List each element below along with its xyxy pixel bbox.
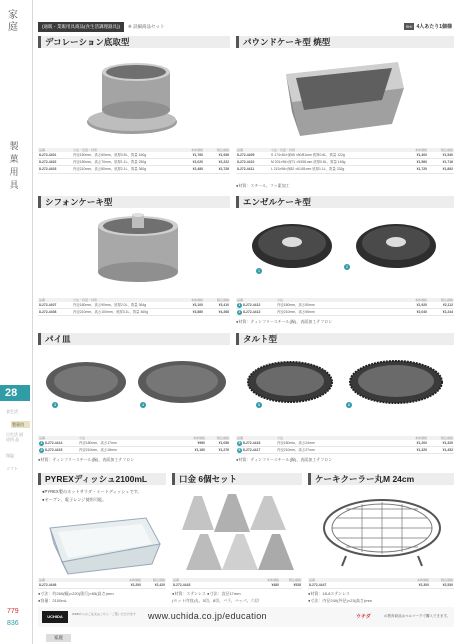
product-spec: 内径180mm、高さ17mm xyxy=(78,440,182,447)
product-spec: 内径210mm、高さ18mm xyxy=(78,447,182,454)
pyrex-note-1: ●寸法：約260(幅)×220(奥行)×65(高さ)mm xyxy=(38,591,114,596)
product-code[interactable]: 8-272-4413 xyxy=(243,310,261,315)
product-price: ¥3,100 xyxy=(178,302,204,309)
tart-table xyxy=(236,436,454,454)
table-row xyxy=(236,159,454,166)
product-spec: 内径210mm、高さ80mm、底厚2.1L、質量 360g xyxy=(72,166,178,173)
table-row xyxy=(38,309,230,316)
cake-cooler-image xyxy=(318,494,446,568)
product-tax-price: ¥1,892 xyxy=(428,166,454,173)
product-code[interactable]: 8-272-4414 xyxy=(45,441,63,445)
pound-pan-image xyxy=(272,52,412,142)
th-price: 本体価格 xyxy=(402,298,428,302)
side-item-1[interactable]: 製菓用 xyxy=(11,421,30,428)
product-code[interactable]: 8-272-4446 xyxy=(38,582,118,589)
product-code-cell xyxy=(236,440,276,447)
th-price: 本体価格 xyxy=(258,578,280,582)
tart-title: タルト型 xyxy=(236,333,454,345)
th-spec: 寸法・容量・材質 xyxy=(72,298,178,302)
chiffon-table xyxy=(38,298,230,316)
chiffon-pan-image xyxy=(90,212,186,288)
table-row xyxy=(38,152,230,159)
product-code-cell xyxy=(38,447,78,454)
th-spec: 寸法 xyxy=(276,298,402,302)
th-code: 品番 xyxy=(236,298,276,302)
decoration-pan-image xyxy=(80,50,190,148)
product-spec: 内径210mm、高さ55mm xyxy=(276,309,402,316)
side-item-0[interactable]: 食生活 xyxy=(6,409,18,414)
product-tax-price: ¥2,728 xyxy=(204,166,230,173)
pie-dish-images xyxy=(44,358,228,408)
kuchigane-title: 口金 6個セット xyxy=(172,473,302,485)
th-code: 品番 xyxy=(236,436,276,440)
sidebar xyxy=(0,0,33,644)
th-price: 本体価格 xyxy=(118,578,142,582)
pyrex-desc-1: ●PYREX製のホットサラダ・ミートディッシュです。 xyxy=(42,489,142,494)
product-code-cell xyxy=(236,309,276,316)
th-code: 品番 xyxy=(38,578,118,582)
kuchigane-note-2: (セット内容)丸、5切、8切、バラ、ハッパ、六切 xyxy=(172,598,259,603)
table-row xyxy=(38,582,166,589)
product-tax-price: ¥2,244 xyxy=(428,309,454,316)
table-row xyxy=(38,447,230,454)
product-spec: 内径180mm、高さ50mm xyxy=(276,302,402,309)
tart-label-5: 5 xyxy=(257,402,261,407)
product-price: ¥2,200 xyxy=(118,582,142,589)
footer xyxy=(38,607,454,627)
angel-label-2: 2 xyxy=(345,264,349,269)
product-code[interactable]: 8-272-4416 xyxy=(243,441,261,445)
product-code[interactable]: 8-272-4401 xyxy=(38,152,72,159)
page-ref-0[interactable]: 779 xyxy=(7,608,19,615)
pie-label-4: 4 xyxy=(141,402,145,407)
pound-note: ●材質：スチール、フッ素加工 xyxy=(236,183,290,188)
th-spec: 寸法 xyxy=(276,436,402,440)
footer-tagline: の教育商品はベルマークで購入できます。 xyxy=(384,614,451,618)
table-row xyxy=(38,302,230,309)
product-tax-price: ¥1,716 xyxy=(428,159,454,166)
product-spec: M 201×96×深71 ×53/81mm 底厚0.8L、質量 163g xyxy=(270,159,402,166)
th-tax: 税込価格 xyxy=(204,298,230,302)
product-code[interactable]: 8-272-4403 xyxy=(38,166,72,173)
product-price: ¥1,400 xyxy=(402,152,428,159)
category-tag-2: ※ 詳細商品セット xyxy=(128,24,165,29)
sidebar-title: 家庭 xyxy=(8,10,18,33)
product-price: ¥2,480 xyxy=(178,166,204,173)
product-spec: 内径150mm、高さ60mm、底厚0.5L、質量 160g xyxy=(72,152,178,159)
table-row xyxy=(236,302,454,309)
th-tax: 税込価格 xyxy=(204,148,230,152)
product-price: ¥1,160 xyxy=(182,447,206,454)
top-tags xyxy=(38,22,165,32)
product-code[interactable]: 8-272-4411 xyxy=(236,166,270,173)
category-tag: (通販・業販用具商品(食生活調理器具)) xyxy=(38,22,124,32)
th-tax: 税込価格 xyxy=(428,148,454,152)
side-item-4[interactable]: ソフト xyxy=(6,466,18,471)
product-code[interactable]: 8-272-4410 xyxy=(236,159,270,166)
product-tax-price: ¥528 xyxy=(280,582,302,589)
bottom-tab[interactable]: 家庭 xyxy=(46,634,71,642)
product-price: ¥1,320 xyxy=(402,447,428,454)
product-tax-price: ¥3,410 xyxy=(204,302,230,309)
product-spec: 内径180mm、高さ70mm、底厚1.1L、質量 250g xyxy=(72,159,178,166)
table-row xyxy=(38,159,230,166)
row-mark: 3 xyxy=(40,441,43,445)
product-code[interactable]: 8-272-4447 xyxy=(308,582,406,589)
pyrex-title: PYREXディッシュ2100mL xyxy=(38,473,166,485)
footer-brand: ウチダ xyxy=(356,614,371,620)
cooler-note-2: ●寸法：内径240(外径)×23(高さ)mm xyxy=(308,598,372,603)
th-tax: 税込価格 xyxy=(428,436,454,440)
product-tax-price: ¥4,268 xyxy=(204,309,230,316)
pie-note: ●材質：ティンフリースチール(錫)、表面加工テフロン xyxy=(38,457,135,462)
th-price: 本体価格 xyxy=(178,148,204,152)
pound-table xyxy=(236,148,454,174)
chiffon-title: シフォンケーキ型 xyxy=(38,196,230,208)
product-code[interactable]: 8-272-4407 xyxy=(38,302,72,309)
product-tax-price: ¥1,540 xyxy=(428,152,454,159)
table-row xyxy=(236,166,454,173)
row-mark: 2 xyxy=(238,310,241,315)
pound-title: パウンドケーキ型 焼型 xyxy=(236,36,454,48)
page-number: 28 xyxy=(0,385,30,401)
row-mark: 4 xyxy=(40,448,43,453)
product-code[interactable]: 8-272-4402 xyxy=(38,159,72,166)
top-right xyxy=(404,23,452,30)
kuchigane-note-1: ●材質：ステンレス ●寸法：直径17mm xyxy=(172,591,241,596)
product-code[interactable]: 8-272-4412 xyxy=(243,303,261,307)
product-price: ¥1,560 xyxy=(402,159,428,166)
product-code[interactable]: 8-272-4409 xyxy=(236,152,270,159)
pyrex-note-2: ●容量：2100mL xyxy=(38,598,67,603)
uchida-logo: UCHIDA xyxy=(42,611,68,623)
th-price: 本体価格 xyxy=(406,578,430,582)
product-price: ¥2,020 xyxy=(178,159,204,166)
side-item-3[interactable]: 保温 xyxy=(6,453,14,458)
product-price: ¥960 xyxy=(182,440,206,447)
pie-table xyxy=(38,436,230,454)
product-spec: 内径210mm、高さ27mm xyxy=(276,447,402,454)
product-price: ¥2,040 xyxy=(402,309,428,316)
th-price: 本体価格 xyxy=(402,148,428,152)
table-row xyxy=(38,440,230,447)
table-row xyxy=(172,582,302,589)
cooler-title: ケーキクーラー丸M 24cm xyxy=(308,473,454,485)
th-tax: 税込価格 xyxy=(206,436,230,440)
th-code: 品番 xyxy=(38,436,78,440)
product-price: ¥1,200 xyxy=(402,440,428,447)
product-spec: 内径180mm、高さ24mm xyxy=(276,440,402,447)
row-mark: 6 xyxy=(238,448,241,453)
product-price: ¥480 xyxy=(258,582,280,589)
cooler-table xyxy=(308,578,454,589)
product-tax-price: ¥1,276 xyxy=(206,447,230,454)
table-row xyxy=(236,309,454,316)
table-row xyxy=(38,166,230,173)
product-tax-price: ¥1,936 xyxy=(204,152,230,159)
product-code[interactable]: 8-272-4408 xyxy=(38,309,72,316)
th-spec: 寸法・容量・材質 xyxy=(72,148,178,152)
product-code-cell xyxy=(236,447,276,454)
th-code: 品番 xyxy=(308,578,406,582)
pyrex-dish-image xyxy=(40,510,164,576)
product-price: ¥2,300 xyxy=(406,582,430,589)
product-tax-price: ¥1,056 xyxy=(206,440,230,447)
th-spec: 寸法・容量・材質 xyxy=(270,148,402,152)
product-tax-price: ¥2,420 xyxy=(142,582,166,589)
footer-sub: WEBからのご注文はこちら・ご覧いただけます xyxy=(72,612,136,616)
table-row xyxy=(308,582,454,589)
footer-url-link[interactable]: www.uchida.co.jp/education xyxy=(148,611,267,621)
pie-title: パイ皿 xyxy=(38,333,230,345)
sidebar-category: 製菓用具 xyxy=(9,141,19,190)
table-row xyxy=(236,447,454,454)
angel-label-1: 1 xyxy=(257,268,261,273)
kuchigane-table xyxy=(172,578,302,589)
row-mark: 1 xyxy=(238,303,241,307)
pie-label-3: 3 xyxy=(53,402,57,407)
product-tax-price: ¥2,112 xyxy=(428,302,454,309)
product-price: ¥3,880 xyxy=(178,309,204,316)
page-ref-1[interactable]: 836 xyxy=(7,620,19,627)
product-price: ¥1,720 xyxy=(402,166,428,173)
top-right-text: 4人あたり1個様 xyxy=(416,24,452,30)
product-spec: 内径210mm、高さ100mm、底厚3.1L、質量 460g xyxy=(72,309,178,316)
product-tax-price: ¥1,320 xyxy=(428,440,454,447)
cooler-note-1: ●材質：18-8ステンレス xyxy=(308,591,350,596)
th-price: 本体価格 xyxy=(402,436,428,440)
th-tax: 税込価格 xyxy=(280,578,302,582)
product-code[interactable]: 8-272-4417 xyxy=(243,448,261,453)
angel-note: ●材質：ティンフリースチール(錫)、表面加工テフロン xyxy=(236,319,333,324)
pyrex-table xyxy=(38,578,166,589)
decoration-title: デコレーション底取型 xyxy=(38,36,230,48)
th-tax: 税込価格 xyxy=(142,578,166,582)
th-code: 品番 xyxy=(38,148,72,152)
angel-table xyxy=(236,298,454,316)
pyrex-desc-2: ●オーブン、電子レンジ使用可能。 xyxy=(42,497,107,502)
product-code[interactable]: 8-272-4415 xyxy=(45,448,63,453)
product-spec: S 174×84×深65 ×50/81mm 底厚0.6L、質量 122g xyxy=(270,152,402,159)
th-price: 本体価格 xyxy=(178,298,204,302)
product-code-cell xyxy=(38,440,78,447)
tart-note: ●材質：ティンフリースチール(錫)、表面加工テフロン xyxy=(236,457,333,462)
product-spec: L 213×96×深82 ×61/81mm 底厚1.1L、質量 232g xyxy=(270,166,402,173)
piping-tips-image xyxy=(176,492,300,574)
th-code: 品番 xyxy=(172,578,258,582)
tart-pan-images xyxy=(246,358,450,408)
th-tax: 税込価格 xyxy=(430,578,454,582)
th-spec: 寸法 xyxy=(78,436,182,440)
side-item-2[interactable]: 日生活 厨房用 品 xyxy=(6,432,24,442)
row-mark: 5 xyxy=(238,441,241,445)
th-code: 品番 xyxy=(236,148,270,152)
angel-title: エンゼルケーキ型 xyxy=(236,196,454,208)
product-price: ¥1,920 xyxy=(402,302,428,309)
table-row xyxy=(236,152,454,159)
product-tax-price: ¥2,530 xyxy=(430,582,454,589)
product-code-cell xyxy=(236,302,276,309)
th-code: 品番 xyxy=(38,298,72,302)
decoration-table xyxy=(38,148,230,174)
th-price: 本体価格 xyxy=(182,436,206,440)
product-tax-price: ¥2,222 xyxy=(204,159,230,166)
product-price: ¥1,760 xyxy=(178,152,204,159)
th-tax: 税込価格 xyxy=(428,298,454,302)
tart-label-6: 6 xyxy=(347,402,351,407)
product-code[interactable]: 8-272-4443 xyxy=(172,582,258,589)
shi-badge: SHI xyxy=(405,24,413,29)
table-row xyxy=(236,440,454,447)
product-spec: 内径180mm、高さ90mm、底厚2.0L、質量 364g xyxy=(72,302,178,309)
product-tax-price: ¥1,452 xyxy=(428,447,454,454)
